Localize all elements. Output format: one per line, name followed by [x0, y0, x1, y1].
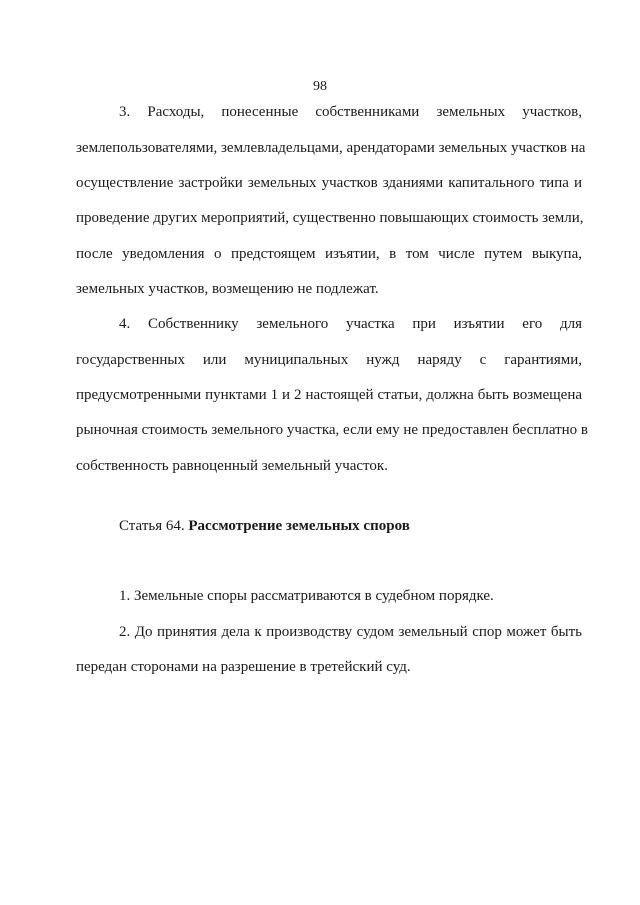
article-paragraph-2-line-2: передан сторонами на разрешение в третейский суд. — [76, 659, 411, 675]
article-heading — [119, 516, 582, 536]
paragraph-4-line-4: рыночная стоимость земельного участка, если ему не предоставлен бесплатно в — [76, 422, 589, 438]
article-paragraph-1: 1. Земельные споры рассматриваются в судебном порядке. — [119, 588, 494, 604]
paragraph-3-line-3: осуществление застройки земельных участков зданиями капитального типа и — [76, 175, 582, 191]
paragraph-3-line-1: 3. Расходы, понесенные собственниками земельных участков, — [119, 104, 582, 120]
paragraph-3-line-2: землепользователями, землевладельцами, арендаторами земельных участков на — [76, 140, 586, 156]
article-title: Рассмотрение земельных споров — [188, 518, 410, 534]
article-paragraph-2-line-1: 2. До принятия дела к производству судом земельный спор может быть — [119, 624, 582, 640]
paragraph-4-line-2: государственных или муниципальных нужд наряду с гарантиями, — [76, 352, 582, 368]
article-number: Статья 64. — [119, 518, 185, 534]
paragraph-4-line-1: 4. Собственнику земельного участка при изъятии его для — [119, 316, 582, 332]
page-number: 98 — [313, 79, 327, 94]
paragraph-3-line-6: земельных участков, возмещению не подлежат. — [76, 281, 379, 297]
paragraph-4-line-3: предусмотренными пунктами 1 и 2 настоящей статьи, должна быть возмещена — [76, 387, 582, 403]
paragraph-3-line-5: после уведомления о предстоящем изъятии, в том числе путем выкупа, — [76, 246, 582, 262]
paragraph-4-line-5: собственность равноценный земельный участок. — [76, 458, 388, 474]
paragraph-3-line-4: проведение других мероприятий, существенно повышающих стоимость земли, — [76, 210, 584, 226]
